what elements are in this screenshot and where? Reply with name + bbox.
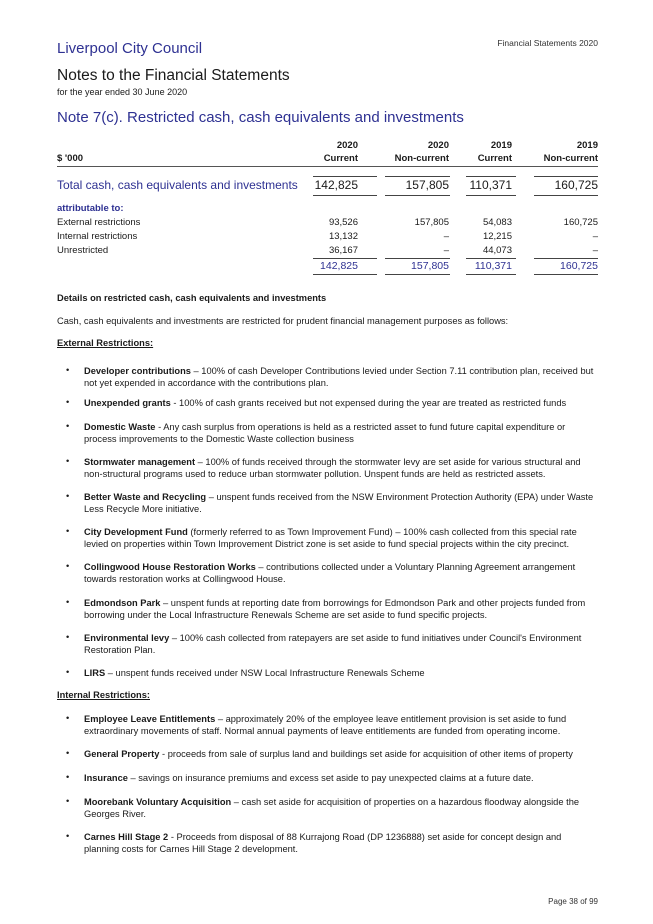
- external-item: Environmental levy – 100% cash collected from ratepayers are set aside to fund initiatives under Council's Environment Restoration Plan.: [84, 633, 582, 655]
- page-number: Page 38 of 99: [548, 897, 598, 906]
- period-subtitle: for the year ended 30 June 2020: [57, 87, 188, 97]
- row-label: Internal restrictions: [57, 231, 138, 242]
- cell: 12,215: [482, 231, 512, 242]
- subtotal-value: 160,725: [560, 260, 598, 272]
- header-rule: [57, 166, 598, 167]
- total-value: 157,805: [405, 178, 449, 192]
- internal-restrictions-heading: Internal Restrictions:: [57, 690, 150, 700]
- external-item: Unexpended grants - 100% of cash grants received but not expensed during the year are treated as restricted funds: [84, 398, 567, 408]
- row-label: Unrestricted: [57, 245, 109, 256]
- subtotal-value: 157,805: [411, 260, 449, 272]
- external-item: Domestic Waste - Any cash surplus from operations is held as a restricted asset to fund future capital expenditure or process improvements to the Domestic Waste collection business: [84, 422, 566, 444]
- cell: –: [592, 245, 598, 256]
- cell: –: [592, 231, 598, 242]
- external-item: Developer contributions – 100% of cash Developer Contributions levied under Section 7.11 contribution plan, received but not yet expended in accordance with the contributions plan.: [84, 366, 594, 388]
- internal-item: Carnes Hill Stage 2 - Proceeds from disposal of 88 Kurrajong Road (DP 1236888) set aside for concept design and planning costs for Carnes Hill Stage 2 development.: [84, 832, 562, 854]
- subtotal-value: 110,371: [474, 260, 512, 272]
- row-label: External restrictions: [57, 217, 141, 228]
- internal-item: Moorebank Voluntary Acquisition – cash set aside for acquisition of properties on a hazardous floodway alongside the Georges River.: [84, 797, 580, 819]
- external-item: Edmondson Park – unspent funds at reporting date from borrowings for Edmondson Park and other projects funded from borrowing under the Local Infrastructure Renewals Scheme are set aside to fund specific projects.: [84, 598, 586, 620]
- cell: 160,725: [563, 217, 598, 228]
- details-intro: Cash, cash equivalents and investments are restricted for prudent financial management purposes as follows:: [57, 316, 509, 326]
- cell: 157,805: [414, 217, 449, 228]
- attributable-label: attributable to:: [57, 203, 124, 214]
- external-item: Collingwood House Restoration Works – contributions collected under a Voluntary Planning Agreement arrangement towards restoration works at Collingwood House.: [84, 562, 576, 584]
- cell: 13,132: [328, 231, 358, 242]
- cell: –: [443, 245, 449, 256]
- cell: 36,167: [328, 245, 358, 256]
- col-type: Current: [323, 153, 358, 164]
- col-type: Non-current: [543, 153, 598, 164]
- col-type: Current: [477, 153, 512, 164]
- subtotal-value: 142,825: [320, 260, 358, 272]
- document-page: Financial Statements 2020 Liverpool City Council Notes to the Financial Statements for the year ended 30 June 2020 Note 7(c). Restricted cash, cash equivalents and investments 2020 2020 2019 2019 $ '000 Current Non-current Current Non-current Total cash, cash equivalents and investments 142,825 157,805 110,371 160,725 attributable to: External restrictions 93,526 157,805 54,083 160,725 Internal restrictions 13,132 – 12,215 – Unrestricted 36,167 – 44,073 – 142,825 157,805 110,371 160,725 Details on restricted cash, cash equivalents and investments Cash, cash equivalents and investments are restricted for prudent financial management purposes as follows: External Restrictions: • Developer contributions – 100% of cash Developer Contributions levied under Section 7.11 contribution plan, received but not yet expended in accordance with the contributions plan. • Unexpended grants - 100% of cash grants received but not expensed during the year are treated as restricted funds • Domestic Waste - Any cash surplus from operations is held as a restricted asset to fund future capital expenditure or process improvements to the Domestic Waste collection business • Stormwater management – 100% of funds received through the stormwater levy are set aside for various structural and non-structural programs used to reduce urban stormwater pollution. Unspent funds are held as restricted assets. • Better Waste and Recycling – unspent funds received from the NSW Environment Protection Authority (EPA) under Waste Less Recycle More initiative. • City Development Fund (formerly referred to as Town Improvement Fund) – 100% cash collected from this special rate levied on properties within Town Improvement District zone is set aside to fund special projects within the city precinct. • Collingwood House Restoration Works – contributions collected under a Voluntary Planning Agreement arrangement towards restoration works at Collingwood House. • Edmondson Park – unspent funds at reporting date from borrowings for Edmondson Park and other projects funded from borrowing under the Local Infrastructure Renewals Scheme are set aside to fund specific projects. • Environmental levy – 100% cash collected from ratepayers are set aside to fund initiatives under Council's Environment Restoration Plan. • LIRS – unspent funds received under NSW Local Infrastructure Renewals Scheme Internal Restrictions: • Employee Leave Entitlements – approximately 20% of the employee leave entitlement provision is set aside to fund extraordinary movements of staff. Normal annual payments of leave entitlements are funded from operating income. • General Property - proceeds from sale of surplus land and buildings set aside for acquisition of other items of property • Insurance – savings on insurance premiums and excess set aside to pay unexpected claims at a future date. • Moorebank Voluntary Acquisition – cash set aside for acquisition of properties on a hazardous floodway alongside the Georges River. • Carnes Hill Stage 2 - Proceeds from disposal of 88 Kurrajong Road (DP 1236888) set aside for concept design and planning costs for Carnes Hill Stage 2 development. Page 38 of 99: [57, 38, 598, 906]
- table-header-years: [57, 140, 598, 153]
- external-item: Better Waste and Recycling – unspent funds received from the NSW Environment Protection Authority (EPA) under Waste Less Recycle More initiative.: [84, 492, 594, 514]
- col-year: 2019: [490, 140, 512, 151]
- total-value: 142,825: [314, 178, 358, 192]
- cell: –: [443, 231, 449, 242]
- document-header: Financial Statements 2020: [497, 38, 598, 48]
- note-title: Note 7(c). Restricted cash, cash equivalents and investments: [57, 109, 464, 126]
- notes-title: Notes to the Financial Statements: [57, 67, 290, 84]
- internal-item: Insurance – savings on insurance premiums and excess set aside to pay unexpected claims at a future date.: [84, 773, 534, 783]
- council-name: Liverpool City Council: [57, 40, 203, 57]
- col-year: 2019: [576, 140, 598, 151]
- table-header-types: [57, 153, 598, 166]
- col-year: 2020: [336, 140, 358, 151]
- details-heading: Details on restricted cash, cash equivalents and investments: [57, 293, 327, 303]
- total-value: 110,371: [469, 178, 512, 192]
- total-label: Total cash, cash equivalents and investments: [57, 178, 298, 192]
- internal-item: Employee Leave Entitlements – approximately 20% of the employee leave entitlement provision is set aside to fund extraordinary movements of staff. Normal annual payments of leave entitlements are funded from operating income.: [84, 714, 567, 736]
- unit-label: $ '000: [57, 153, 84, 164]
- col-type: Non-current: [394, 153, 449, 164]
- external-item: City Development Fund (formerly referred to as Town Improvement Fund) – 100% cash collected from this special rate levied on properties within Town Improvement District zone is set aside to fund special projects within the city precinct.: [84, 527, 577, 549]
- cell: 44,073: [482, 245, 512, 256]
- col-year: 2020: [427, 140, 449, 151]
- total-value: 160,725: [554, 178, 598, 192]
- external-restrictions-heading: External Restrictions:: [57, 338, 154, 348]
- external-item: Stormwater management – 100% of funds received through the stormwater levy are set aside for various structural and non-structural programs used to reduce urban stormwater pollution. Unspent funds are held as restricted assets.: [84, 457, 581, 479]
- cell: 54,083: [482, 217, 512, 228]
- cell: 93,526: [328, 217, 358, 228]
- external-item: LIRS – unspent funds received under NSW Local Infrastructure Renewals Scheme: [84, 668, 425, 678]
- internal-item: General Property - proceeds from sale of surplus land and buildings set aside for acquisition of other items of property: [84, 749, 573, 759]
